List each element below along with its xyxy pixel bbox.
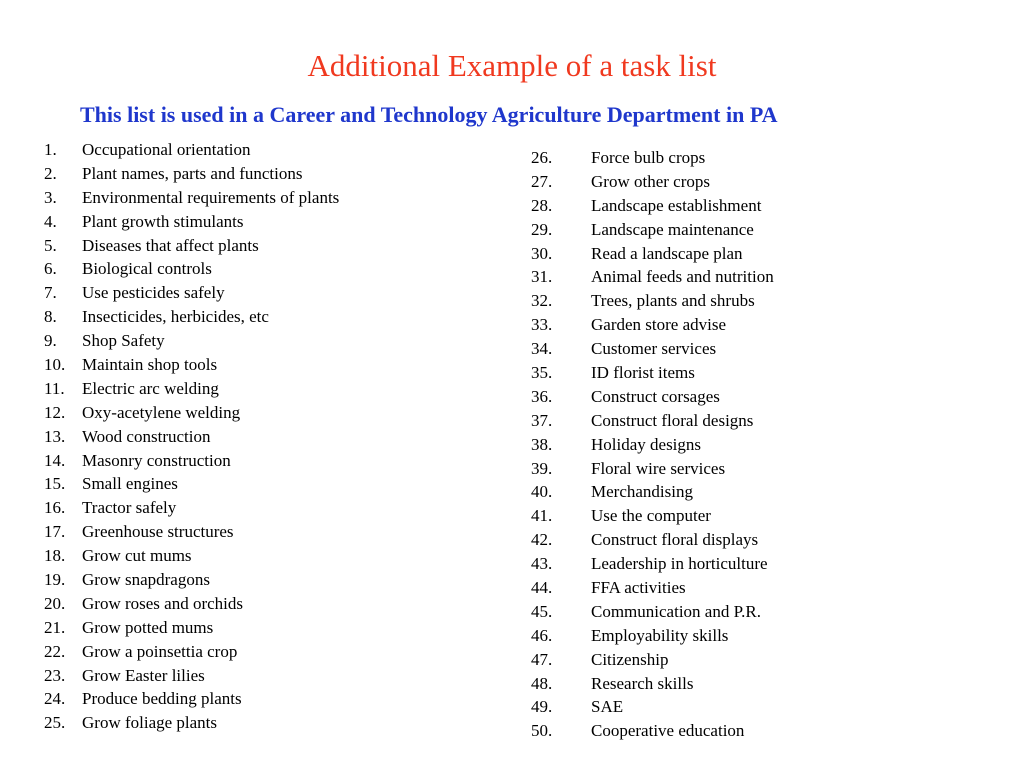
task-list-item <box>44 472 339 496</box>
task-label: Construct floral displays <box>591 530 759 550</box>
task-list-item <box>531 289 774 313</box>
task-list-left <box>44 138 339 735</box>
task-number: 19. <box>44 570 66 590</box>
task-label: Use the computer <box>591 506 711 526</box>
task-list-item <box>44 592 339 616</box>
task-number: 23. <box>44 665 66 685</box>
task-number: 34. <box>531 339 553 359</box>
task-label: Masonry construction <box>82 450 231 470</box>
task-number: 17. <box>44 522 66 542</box>
task-label: Garden store advise <box>591 315 727 335</box>
task-label: Insecticides, herbicides, etc <box>82 307 269 327</box>
task-number: 12. <box>44 402 66 422</box>
task-label: Read a landscape plan <box>591 243 743 263</box>
task-number: 13. <box>44 426 66 446</box>
task-label: Merchandising <box>591 482 693 502</box>
task-label: SAE <box>591 697 624 717</box>
task-list-item <box>531 719 774 743</box>
task-label: Environmental requirements of plants <box>82 187 340 207</box>
task-number: 47. <box>531 649 553 669</box>
task-list-item <box>531 433 774 457</box>
task-number: 30. <box>531 243 553 263</box>
task-number: 35. <box>531 363 553 383</box>
task-label: Produce bedding plants <box>82 689 242 709</box>
task-list-item <box>531 170 774 194</box>
task-number: 21. <box>44 617 66 637</box>
task-label: Citizenship <box>591 649 669 669</box>
task-list-item <box>44 496 339 520</box>
task-list-item <box>44 568 339 592</box>
task-list-item <box>44 401 339 425</box>
task-number: 49. <box>531 697 553 717</box>
task-number: 26. <box>531 148 553 167</box>
task-label: Shop Safety <box>82 331 165 351</box>
task-label: Customer services <box>591 339 717 359</box>
task-list-item <box>531 218 774 242</box>
slide-subtitle: This list is used in a Career and Technology Agriculture Department in PA <box>80 102 778 127</box>
task-number: 8. <box>44 307 57 327</box>
task-number: 39. <box>531 458 553 478</box>
task-list-item <box>531 624 774 648</box>
task-number: 36. <box>531 386 553 406</box>
task-number: 41. <box>531 506 553 526</box>
task-label: Use pesticides safely <box>82 283 225 303</box>
task-number: 45. <box>531 601 553 621</box>
task-list-item <box>44 544 339 568</box>
task-label: Wood construction <box>82 426 211 446</box>
task-list-right <box>531 146 774 743</box>
task-number: 31. <box>531 267 553 287</box>
task-number: 38. <box>531 434 553 454</box>
task-label: Construct corsages <box>591 386 720 406</box>
task-list-item <box>44 329 339 353</box>
task-list-item <box>531 600 774 624</box>
task-number: 48. <box>531 673 553 693</box>
task-label: Oxy-acetylene welding <box>82 402 241 422</box>
task-label: Grow roses and orchids <box>82 593 243 613</box>
task-number: 33. <box>531 315 553 335</box>
task-label: Force bulb crops <box>591 148 706 167</box>
task-number: 42. <box>531 530 553 550</box>
task-list-item <box>531 242 774 266</box>
task-list-item <box>44 449 339 473</box>
task-list-item <box>44 711 339 735</box>
task-label: Grow Easter lilies <box>82 665 205 685</box>
task-list-item <box>531 648 774 672</box>
task-label: Landscape establishment <box>591 195 762 215</box>
task-label: Floral wire services <box>591 458 726 478</box>
task-number: 29. <box>531 219 553 239</box>
task-label: Leadership in horticulture <box>591 554 768 574</box>
task-number: 28. <box>531 195 553 215</box>
task-label: Holiday designs <box>591 434 702 454</box>
task-list-item <box>44 664 339 688</box>
task-number: 50. <box>531 721 553 741</box>
task-list-item <box>44 162 339 186</box>
task-number: 15. <box>44 474 66 494</box>
task-list-item <box>44 305 339 329</box>
task-label: Small engines <box>82 474 178 494</box>
task-label: Trees, plants and shrubs <box>591 291 755 311</box>
task-number: 2. <box>44 163 57 183</box>
task-list-item <box>531 337 774 361</box>
task-label: FFA activities <box>591 578 686 598</box>
task-list-item <box>531 194 774 218</box>
task-list-item <box>44 353 339 377</box>
task-label: Diseases that affect plants <box>82 235 259 255</box>
task-list-item <box>531 409 774 433</box>
slide-title: Additional Example of a task list <box>307 48 717 83</box>
task-label: Landscape maintenance <box>591 219 754 239</box>
task-number: 25. <box>44 713 66 733</box>
task-list-item <box>531 552 774 576</box>
task-list-item <box>531 695 774 719</box>
task-list-item <box>531 457 774 481</box>
task-number: 44. <box>531 578 553 598</box>
task-list-item <box>531 672 774 696</box>
task-list-item <box>44 138 339 162</box>
task-label: Grow cut mums <box>82 546 192 566</box>
task-number: 37. <box>531 410 553 430</box>
task-list-item <box>44 425 339 449</box>
task-label: Grow foliage plants <box>82 713 218 733</box>
task-number: 6. <box>44 259 57 279</box>
task-number: 9. <box>44 331 57 351</box>
task-list-item <box>531 313 774 337</box>
task-number: 18. <box>44 546 66 566</box>
task-list-item <box>44 377 339 401</box>
task-number: 4. <box>44 211 57 231</box>
task-list-item <box>44 210 339 234</box>
task-number: 10. <box>44 355 66 375</box>
task-label: Plant names, parts and functions <box>82 163 303 183</box>
task-number: 7. <box>44 283 57 303</box>
task-list-item <box>44 616 339 640</box>
task-number: 20. <box>44 593 66 613</box>
task-number: 16. <box>44 498 66 518</box>
task-number: 3. <box>44 187 57 207</box>
task-list-item <box>531 265 774 289</box>
task-list-item <box>531 576 774 600</box>
task-label: Construct floral designs <box>591 410 754 430</box>
task-number: 43. <box>531 554 553 574</box>
task-label: Greenhouse structures <box>82 522 234 542</box>
task-list-item <box>531 480 774 504</box>
task-label: Employability skills <box>591 625 729 645</box>
task-list-item <box>44 640 339 664</box>
task-list-item <box>44 257 339 281</box>
task-label: Communication and P.R. <box>591 601 761 621</box>
task-number: 22. <box>44 641 66 661</box>
task-label: Tractor safely <box>82 498 177 518</box>
task-number: 14. <box>44 450 66 470</box>
task-label: ID florist items <box>591 363 695 383</box>
task-number: 1. <box>44 140 57 159</box>
task-label: Grow potted mums <box>82 617 214 637</box>
task-label: Cooperative education <box>591 721 745 741</box>
task-list-item <box>531 504 774 528</box>
task-list-item <box>531 146 774 170</box>
task-list-item <box>531 361 774 385</box>
task-number: 46. <box>531 625 553 645</box>
task-label: Occupational orientation <box>82 140 251 159</box>
task-label: Grow other crops <box>591 171 710 191</box>
task-list-item <box>44 520 339 544</box>
task-label: Animal feeds and nutrition <box>591 267 774 287</box>
task-label: Grow a poinsettia crop <box>82 641 238 661</box>
task-number: 40. <box>531 482 553 502</box>
task-label: Research skills <box>591 673 694 693</box>
task-list-item <box>531 528 774 552</box>
task-number: 24. <box>44 689 66 709</box>
task-label: Grow snapdragons <box>82 570 210 590</box>
task-list-item <box>44 281 339 305</box>
task-number: 32. <box>531 291 553 311</box>
task-list-item <box>44 234 339 258</box>
task-list-item <box>44 186 339 210</box>
task-label: Maintain shop tools <box>82 355 218 375</box>
task-label: Electric arc welding <box>82 378 219 398</box>
task-list-item <box>531 385 774 409</box>
task-label: Plant growth stimulants <box>82 211 244 231</box>
task-number: 27. <box>531 171 553 191</box>
task-number: 11. <box>44 378 65 398</box>
task-number: 5. <box>44 235 57 255</box>
task-list-item <box>44 687 339 711</box>
task-label: Biological controls <box>82 259 212 279</box>
